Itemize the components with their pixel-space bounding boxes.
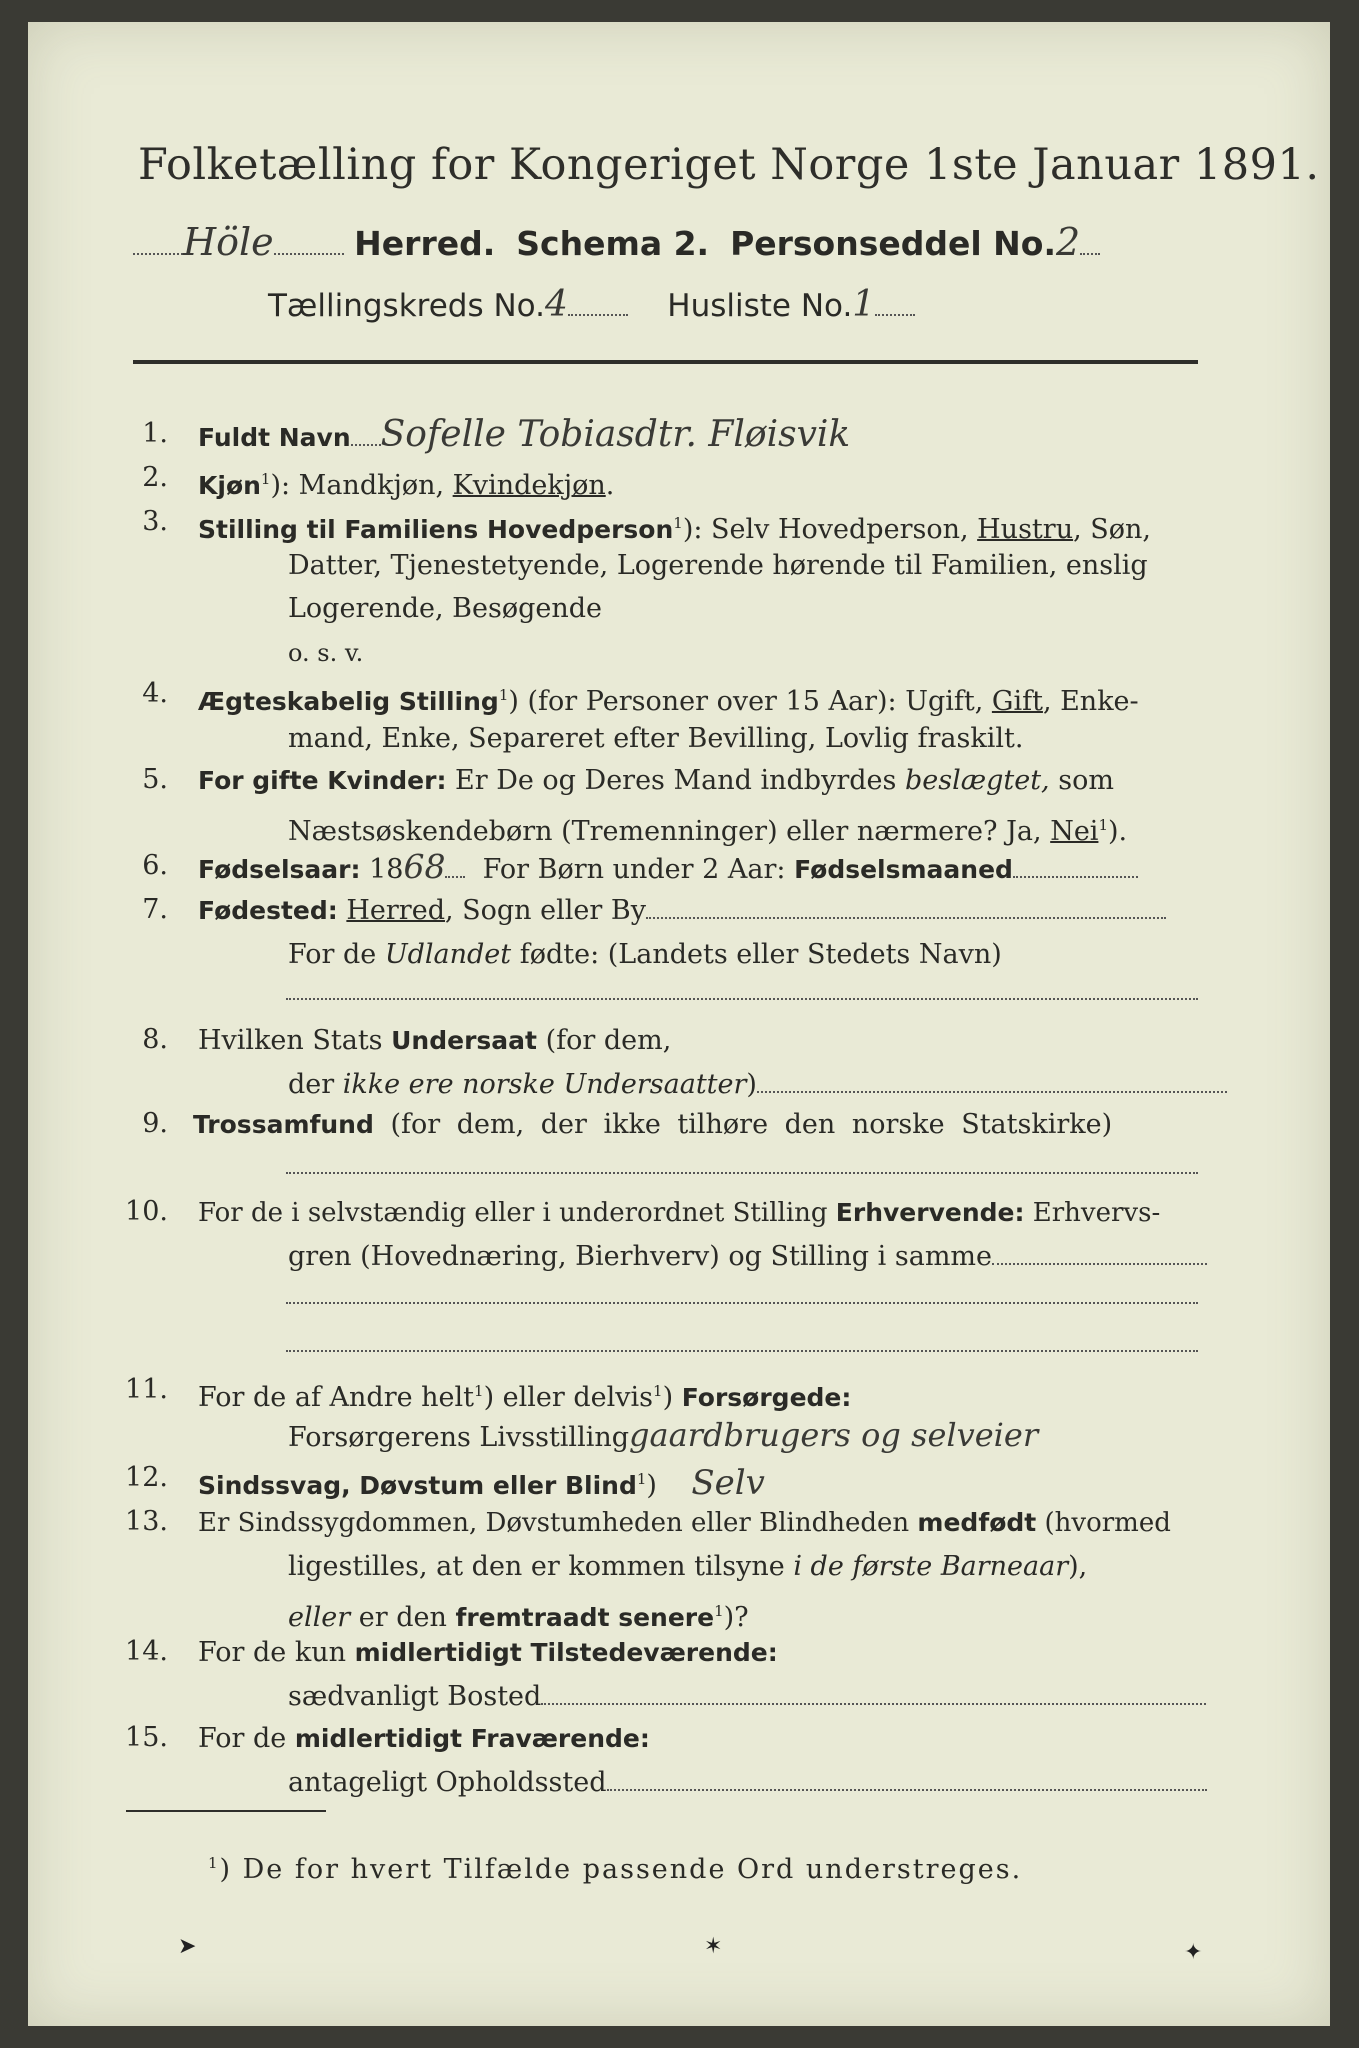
q3-sup: 1 bbox=[673, 514, 683, 532]
q13-row-3: eller er den fremtraadt senere$^1$)? bbox=[288, 1602, 749, 1633]
herred-label: Herred. bbox=[354, 224, 496, 263]
q15-text: For de bbox=[198, 1723, 295, 1754]
q6-prefix: 18 bbox=[360, 854, 404, 885]
q13-row-2 bbox=[288, 1546, 1087, 1588]
q7-text: , Sogn eller By bbox=[444, 895, 646, 926]
q8-italic: ikke ere norske Undersaatter bbox=[342, 1069, 747, 1100]
q15-row-1 bbox=[198, 1718, 650, 1760]
q13-italic: i de første Barneaar bbox=[793, 1551, 1069, 1582]
q1-number: 1. bbox=[142, 418, 168, 449]
q12-number: 12. bbox=[125, 1462, 168, 1493]
q14-row-2 bbox=[288, 1676, 1206, 1718]
q8-row-2 bbox=[288, 1064, 1227, 1106]
q10-answer-line-1 bbox=[286, 1302, 1198, 1304]
q1-value: Sofelle Tobiasdtr. Fløisvik bbox=[380, 414, 851, 455]
q10-answer-line-2 bbox=[286, 1350, 1198, 1352]
q7-answer-line bbox=[286, 998, 1198, 1000]
q11-text-b: ) eller delvis bbox=[483, 1382, 654, 1413]
q13-number: 13. bbox=[125, 1506, 168, 1537]
q8-text-end: (for dem, bbox=[536, 1025, 672, 1056]
q13-text-2: ligestilles, at den er kommen tilsyne bbox=[288, 1551, 794, 1582]
q10-number: 10. bbox=[125, 1196, 168, 1227]
q6-label: Fødselsaar: bbox=[198, 855, 361, 884]
q3-row-3: Logerende, Besøgende bbox=[288, 593, 602, 624]
q12-text: ) bbox=[646, 1470, 657, 1501]
schema-label: Schema 2. bbox=[516, 224, 710, 263]
q2-label: Kjøn bbox=[198, 471, 261, 500]
q13-label: medfødt bbox=[917, 1508, 1037, 1537]
q3-row-4: o. s. v. bbox=[288, 639, 364, 667]
q9-row bbox=[193, 1104, 1112, 1146]
q4-label: Ægteskabelig Stilling bbox=[198, 687, 499, 716]
speck-mark: ✶ bbox=[704, 1934, 723, 1959]
q5-label: For gifte Kvinder: bbox=[198, 766, 447, 795]
q6-value: 68 bbox=[403, 847, 446, 886]
q2-text: ): Mandkjøn, bbox=[270, 470, 453, 501]
q12-value: Selv bbox=[691, 1463, 765, 1503]
q13-row-1 bbox=[198, 1502, 1171, 1544]
q1-row bbox=[198, 414, 850, 459]
q15-text-2: antageligt Opholdssted bbox=[288, 1767, 607, 1798]
q6-text: For Børn under 2 Aar: bbox=[482, 854, 795, 885]
q5-text-2: Næstsøskendebørn (Tremenninger) eller nærmere? Ja, bbox=[288, 816, 1051, 847]
q3-text-end: , Søn, bbox=[1073, 514, 1151, 545]
q8-text-2-end: ) bbox=[746, 1069, 757, 1100]
q15-number: 15. bbox=[125, 1722, 168, 1753]
q14-label: midlertidigt Tilstedeværende: bbox=[354, 1638, 778, 1667]
q2-selected: Kvindekjøn bbox=[452, 470, 606, 501]
q15-label: midlertidigt Fraværende: bbox=[294, 1724, 650, 1753]
q10-row-2 bbox=[288, 1236, 1207, 1278]
q9-text: (for dem, der ikke tilhøre den norske Statskirke) bbox=[373, 1109, 1113, 1140]
q2-text-end: . bbox=[605, 470, 615, 501]
q5-row-1 bbox=[198, 760, 1114, 802]
husliste-value: 1 bbox=[852, 284, 876, 325]
q3-number: 3. bbox=[142, 506, 168, 537]
q13-text-end: (hvormed bbox=[1036, 1508, 1171, 1538]
herred-line bbox=[133, 220, 1100, 264]
q1-label: Fuldt Navn bbox=[198, 423, 351, 452]
q5-number: 5. bbox=[142, 764, 168, 795]
q4-row-1 bbox=[198, 674, 1139, 723]
q5-text: Er De og Deres Mand indbyrdes bbox=[446, 765, 905, 796]
q10-label: Erhvervende: bbox=[835, 1198, 1025, 1227]
q14-text-2: sædvanligt Bosted bbox=[288, 1681, 542, 1712]
q8-row-1 bbox=[198, 1020, 671, 1062]
q4-text: ) (for Personer over 15 Aar): Ugift, bbox=[508, 686, 992, 717]
kreds-line bbox=[268, 284, 915, 325]
q4-row-2: mand, Enke, Separeret efter Bevilling, Lovlig fraskilt. bbox=[288, 723, 1024, 754]
q10-text: For de i selvstændig eller i underordnet Stilling bbox=[198, 1198, 836, 1228]
q8-text: Hvilken Stats bbox=[198, 1025, 392, 1056]
q10-row-1 bbox=[198, 1192, 1160, 1234]
speck-mark: ✦ bbox=[1184, 1940, 1203, 1965]
q2-sup: 1 bbox=[260, 470, 271, 488]
q10-text-end: Erhvervs- bbox=[1024, 1198, 1161, 1228]
personseddel-value: 2 bbox=[1056, 220, 1081, 264]
q7-number: 7. bbox=[142, 894, 168, 925]
q13-text-2-end: ), bbox=[1068, 1551, 1088, 1582]
q8-number: 8. bbox=[142, 1024, 168, 1055]
q8-text-2: der bbox=[288, 1069, 343, 1100]
herred-value: Höle bbox=[183, 220, 274, 264]
q9-label: Trossamfund bbox=[193, 1110, 374, 1139]
q7-text-2-end: fødte: (Landets eller Stedets Navn) bbox=[511, 939, 1002, 970]
kreds-value: 4 bbox=[544, 284, 568, 325]
q7-selected: Herred bbox=[346, 895, 445, 926]
q4-text-end: , Enke- bbox=[1042, 686, 1139, 717]
q6-row bbox=[198, 846, 1138, 891]
footnote-divider bbox=[126, 1810, 326, 1812]
q6-number: 6. bbox=[142, 850, 168, 881]
q7-italic: Udlandet bbox=[384, 939, 512, 970]
q9-number: 9. bbox=[142, 1108, 168, 1139]
q12-label: Sindssvag, Døvstum eller Blind bbox=[198, 1471, 637, 1500]
husliste-label: Husliste No. bbox=[667, 288, 853, 324]
q13-italic-2: eller bbox=[288, 1602, 351, 1633]
q3-label: Stilling til Familiens Hovedperson bbox=[198, 515, 674, 544]
form-title: Folketælling for Kongeriget Norge 1ste Januar 1891. bbox=[138, 140, 1320, 190]
q5-selected: Nei bbox=[1050, 816, 1099, 847]
q7-row-2 bbox=[288, 934, 1002, 976]
q9-answer-line bbox=[286, 1172, 1198, 1174]
header-divider bbox=[133, 360, 1198, 364]
q14-number: 14. bbox=[125, 1636, 168, 1667]
q3-text: ): Selv Hovedperson, bbox=[682, 514, 978, 545]
q3-row-2: Datter, Tjenestetyende, Logerende hørende til Familien, enslig bbox=[288, 550, 1148, 581]
q5-row-2: Næstsøskendebørn (Tremenninger) eller nærmere? Ja, Nei$^1$). bbox=[288, 816, 1128, 847]
q11-label: Forsørgede: bbox=[681, 1383, 852, 1412]
q10-text-2: gren (Hovednæring, Bierhverv) og Stilling i samme bbox=[288, 1241, 993, 1272]
q4-selected: Gift bbox=[991, 686, 1043, 717]
q6-label-2: Fødselsmaaned bbox=[794, 855, 1013, 884]
q12-row: Sindssvag, Døvstum eller Blind$^1$) Selv bbox=[198, 1463, 765, 1503]
q11-text-c: ) bbox=[662, 1382, 682, 1413]
speck-mark: ➤ bbox=[178, 1934, 197, 1959]
q7-label: Fødested: bbox=[198, 896, 338, 925]
q15-row-2 bbox=[288, 1762, 1207, 1804]
personseddel-label: Personseddel No. bbox=[730, 224, 1057, 263]
census-form-page bbox=[28, 22, 1330, 2026]
footnote bbox=[208, 1854, 1022, 1885]
q11-number: 11. bbox=[125, 1374, 168, 1405]
q13-text-3-end: )? bbox=[723, 1602, 749, 1633]
q5-text-end: som bbox=[1049, 765, 1114, 796]
kreds-label: Tællingskreds No. bbox=[268, 288, 545, 324]
q14-row-1 bbox=[198, 1632, 778, 1674]
q4-sup: 1 bbox=[498, 686, 509, 704]
q5-text-2-end: ). bbox=[1107, 816, 1128, 847]
q2-row bbox=[198, 458, 614, 507]
footnote-sup: 1 bbox=[208, 1854, 220, 1872]
q14-text: For de kun bbox=[198, 1637, 355, 1668]
footnote-text: ) De for hvert Tilfælde passende Ord understreges. bbox=[219, 1854, 1023, 1885]
q8-label: Undersaat bbox=[391, 1026, 537, 1055]
q11-row-2 bbox=[288, 1414, 1038, 1459]
q4-number: 4. bbox=[142, 678, 168, 709]
q5-italic: beslægtet, bbox=[904, 765, 1050, 796]
q11-text: For de af Andre helt bbox=[198, 1382, 475, 1413]
q7-row-1 bbox=[198, 890, 1166, 932]
q2-number: 2. bbox=[142, 462, 168, 493]
q13-text: Er Sindssygdommen, Døvstumheden eller Blindheden bbox=[198, 1508, 918, 1538]
q11-value: gaardbrugers og selveier bbox=[629, 1416, 1039, 1454]
q3-selected: Hustru bbox=[977, 514, 1074, 545]
q11-row-1: For de af Andre helt$^1$) eller delvis$^1$) Forsørgede: bbox=[198, 1382, 852, 1413]
q7-text-2: For de bbox=[288, 939, 385, 970]
q11-text-2: Forsørgerens Livsstilling bbox=[288, 1422, 630, 1453]
q13-label-2: fremtraadt senere bbox=[455, 1603, 715, 1632]
q13-text-3: er den bbox=[350, 1602, 456, 1633]
q3-row-1 bbox=[198, 502, 1151, 551]
